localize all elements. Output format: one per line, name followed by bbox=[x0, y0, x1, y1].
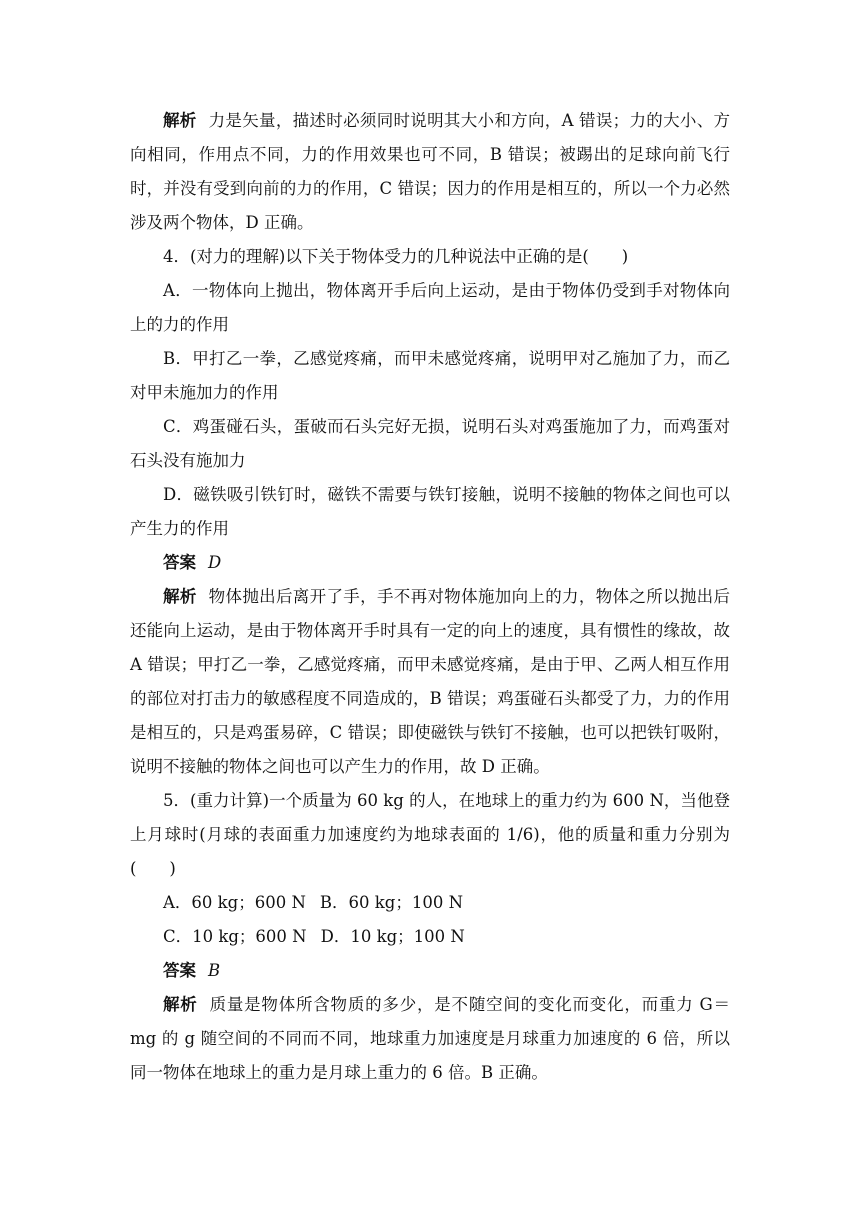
q5-analysis bbox=[130, 988, 730, 1090]
analysis-label: 解析 bbox=[163, 587, 197, 606]
analysis-label: 解析 bbox=[163, 995, 198, 1014]
q4-option-d: D．磁铁吸引铁钉时，磁铁不需要与铁钉接触，说明不接触的物体之间也可以产生力的作用 bbox=[130, 485, 730, 538]
q5-option-d: D．10 kg；100 N bbox=[320, 927, 465, 946]
analysis-label: 解析 bbox=[163, 111, 197, 130]
q4-answer-value: D bbox=[208, 553, 222, 572]
q5-answer bbox=[130, 954, 730, 988]
q4-option-b: B．甲打乙一拳，乙感觉疼痛，而甲未感觉疼痛，说明甲对乙施加了力，而乙对甲未施加力的作用 bbox=[130, 349, 730, 402]
q4-analysis bbox=[130, 580, 730, 784]
q4-answer bbox=[130, 546, 730, 580]
q5-analysis-text: 质量是物体所含物质的多少，是不随空间的变化而变化，而重力 G＝mg 的 g 随空间的不同而不同，地球重力加速度是月球重力加速度的 6 倍，所以同一物体在地球上的重力是月球上重力的 6 倍。B 正确。 bbox=[130, 995, 730, 1082]
page-content bbox=[130, 104, 730, 1090]
q3-analysis bbox=[130, 104, 730, 240]
q5-option-c: C．10 kg；600 N bbox=[163, 927, 307, 946]
q4-option-c: C．鸡蛋碰石头，蛋破而石头完好无损，说明石头对鸡蛋施加了力，而鸡蛋对石头没有施加力 bbox=[130, 417, 730, 470]
q5-option-b: B．60 kg；100 N bbox=[319, 893, 464, 912]
q5-answer-value: B bbox=[208, 961, 221, 980]
q5-option-a: A．60 kg；600 N bbox=[163, 893, 306, 912]
q3-analysis-text: 力是矢量，描述时必须同时说明其大小和方向，A 错误；力的大小、方向相同，作用点不同，力的作用效果也可不同，B 错误；被踢出的足球向前飞行时，并没有受到向前的力的作用，C 错误；因力的作用是相互的，所以一个力必然涉及两个物体，D 正确。 bbox=[130, 111, 730, 232]
q5-options-row-2 bbox=[130, 920, 730, 954]
q5-options-row-1 bbox=[130, 886, 730, 920]
q4-stem: 4．(对力的理解)以下关于物体受力的几种说法中正确的是( ) bbox=[163, 247, 629, 266]
q4-option-a: A．一物体向上抛出，物体离开手后向上运动，是由于物体仍受到手对物体向上的力的作用 bbox=[130, 281, 730, 334]
q5-stem: 5．(重力计算)一个质量为 60 kg 的人，在地球上的重力约为 600 N，当他登上月球时(月球的表面重力加速度约为地球表面的 1/6)，他的质量和重力分别为( ) bbox=[130, 791, 730, 878]
answer-label: 答案 bbox=[163, 961, 196, 980]
answer-label: 答案 bbox=[163, 553, 196, 572]
q4-analysis-text: 物体抛出后离开了手，手不再对物体施加向上的力，物体之所以抛出后还能向上运动，是由于物体离开手时具有一定的向上的速度，具有惯性的缘故，故 A 错误；甲打乙一拳，乙感觉疼痛，而甲未感觉疼痛，是由于甲、乙两人相互作用的部位对打击力的敏感程度不同造成的，B 错误；鸡蛋碰石头都受了力，力的作用是相互的，只是鸡蛋易碎，C 错误；即使磁铁与铁钉不接触，也可以把铁钉吸附，说明不接触的物体之间也可以产生力的作用，故 D 正确。 bbox=[130, 587, 730, 776]
